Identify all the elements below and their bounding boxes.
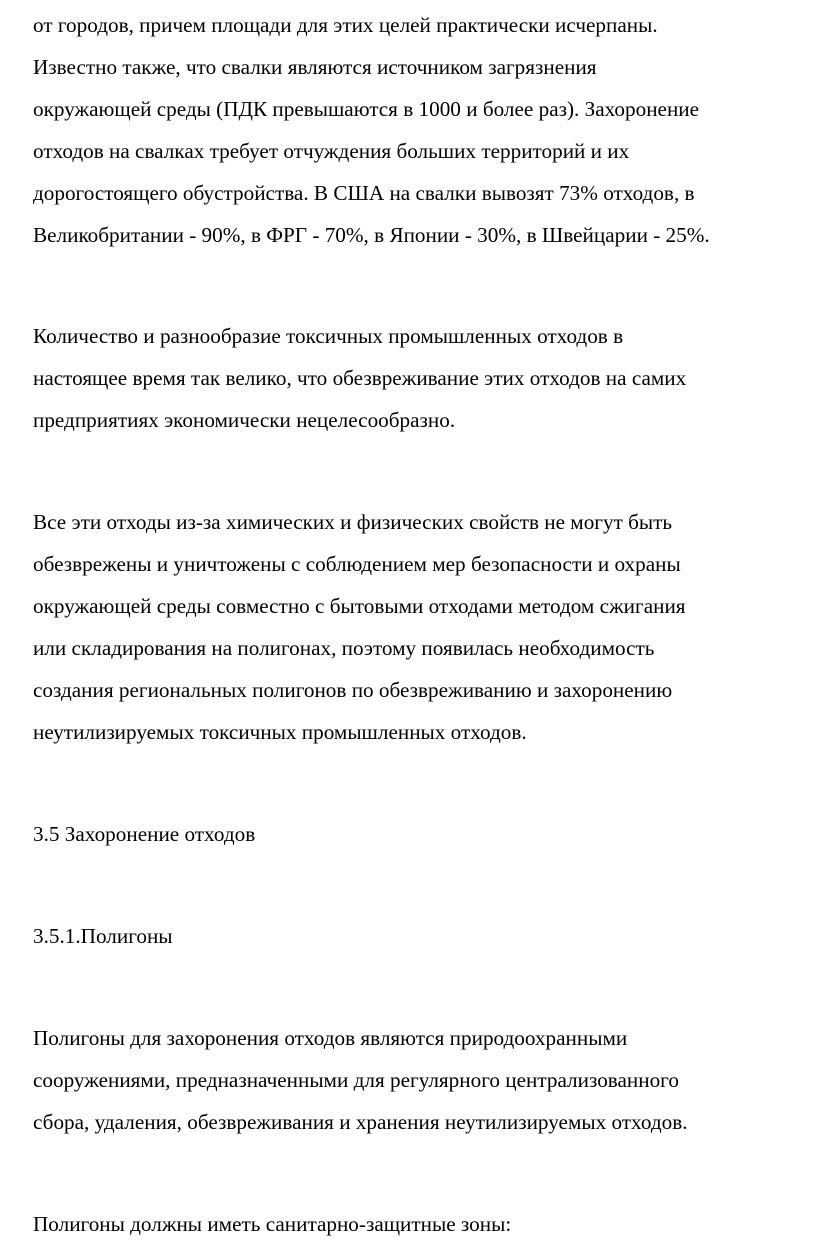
paragraph-line: окружающей среды совместно с бытовыми отходами методом сжигания <box>33 594 686 618</box>
paragraph-line: сбора, удаления, обезвреживания и хранения неутилизируемых отходов. <box>33 1110 688 1134</box>
paragraph-line: Полигоны для захоронения отходов являются природоохранными <box>33 1026 628 1050</box>
paragraph-line: обезврежены и уничтожены с соблюдением мер безопасности и охраны <box>33 552 681 576</box>
paragraph-line: Известно также, что свалки являются источником загрязнения <box>33 55 597 79</box>
paragraph-line: Все эти отходы из-за химических и физических свойств не могут быть <box>33 510 673 534</box>
paragraph-line: сооружениями, предназначенными для регулярного централизованного <box>33 1068 679 1092</box>
paragraph-line: Полигоны должны иметь санитарно-защитные зоны: <box>33 1212 512 1236</box>
paragraph-line: отходов на свалках требует отчуждения больших территорий и их <box>33 139 630 163</box>
paragraph-line: настоящее время так велико, что обезвреживание этих отходов на самих <box>33 366 687 390</box>
paragraph-line: Количество и разнообразие токсичных промышленных отходов в <box>33 324 624 348</box>
paragraph-line: или складирования на полигонах, поэтому появилась необходимость <box>33 636 655 660</box>
section-heading: 3.5 Захоронение отходов <box>33 822 256 846</box>
paragraph-line: Великобритании - 90%, в ФРГ - 70%, в Японии - 30%, в Швейцарии - 25%. <box>33 223 710 247</box>
paragraph-line: создания региональных полигонов по обезвреживанию и захоронению <box>33 678 673 702</box>
paragraph-line: окружающей среды (ПДК превышаются в 1000 и более раз). Захоронение <box>33 97 700 121</box>
paragraph-line: предприятиях экономически нецелесообразно. <box>33 408 456 432</box>
paragraph-line: дорогостоящего обустройства. В США на свалки вывозят 73% отходов, в <box>33 181 695 205</box>
paragraph-line: от городов, причем площади для этих целей практически исчерпаны. <box>33 13 658 37</box>
subsection-heading: 3.5.1.Полигоны <box>33 924 173 948</box>
paragraph-line: неутилизируемых токсичных промышленных отходов. <box>33 720 527 744</box>
